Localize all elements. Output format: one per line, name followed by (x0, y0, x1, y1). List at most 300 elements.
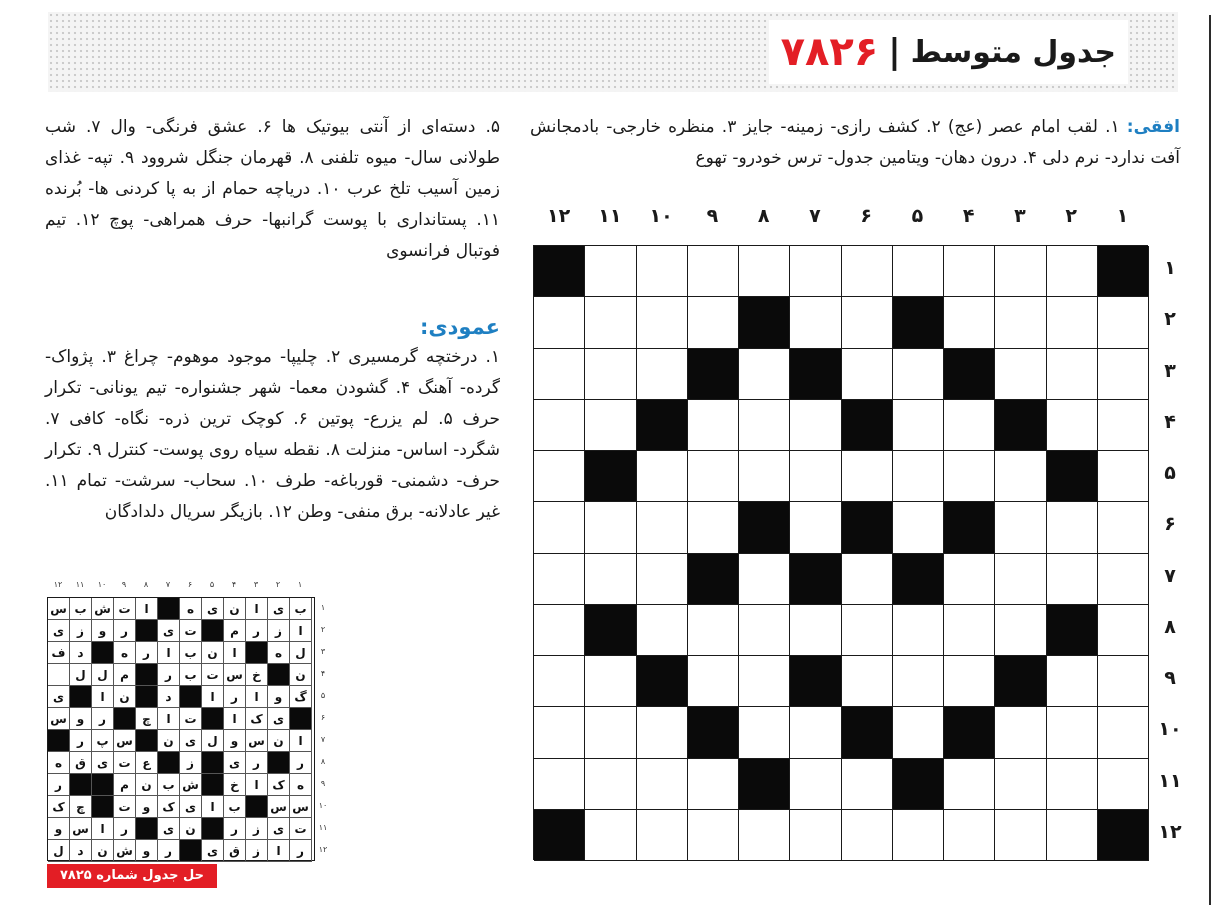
solution-black-cell (92, 774, 114, 796)
grid-cell[interactable] (893, 349, 944, 400)
grid-cell[interactable] (790, 605, 841, 656)
grid-cell[interactable] (637, 349, 688, 400)
solution-black-cell (136, 730, 158, 752)
solution-row-number: ۱ (320, 603, 326, 612)
grid-cell[interactable] (739, 451, 790, 502)
grid-cell[interactable] (842, 297, 893, 348)
grid-cell[interactable] (637, 605, 688, 656)
solution-letter: ی (180, 796, 202, 818)
solution-letter: ت (290, 818, 312, 840)
grid-cell[interactable] (995, 707, 1046, 758)
grid-cell[interactable] (585, 656, 636, 707)
grid-cell[interactable] (842, 759, 893, 810)
solution-letter: ل (290, 642, 312, 664)
grid-cell[interactable] (842, 554, 893, 605)
grid-cell[interactable] (637, 246, 688, 297)
solution-black-cell (158, 598, 180, 620)
grid-cell[interactable] (842, 349, 893, 400)
grid-cell[interactable] (1047, 656, 1098, 707)
solution-letter: ا (202, 796, 224, 818)
grid-cell[interactable] (688, 246, 739, 297)
solution-letter: ر (246, 620, 268, 642)
grid-cell[interactable] (995, 451, 1046, 502)
grid-cell[interactable] (1047, 400, 1098, 451)
grid-cell[interactable] (790, 707, 841, 758)
solution-letter: ه (290, 774, 312, 796)
grid-cell[interactable] (534, 502, 585, 553)
solution-letter: ا (92, 686, 114, 708)
grid-cell[interactable] (1098, 349, 1149, 400)
solution-letter: ب (224, 796, 246, 818)
solution-row-number: ۱۰ (318, 801, 328, 810)
solution-letter: ز (246, 818, 268, 840)
solution-column-numbers (47, 580, 315, 592)
solution-black-cell (92, 796, 114, 818)
solution-letter: س (48, 598, 70, 620)
grid-cell[interactable] (944, 400, 995, 451)
grid-cell[interactable] (1047, 759, 1098, 810)
grid-cell[interactable] (1047, 707, 1098, 758)
black-cell (842, 707, 893, 758)
grid-cell[interactable] (1098, 502, 1149, 553)
solution-letter: ن (224, 598, 246, 620)
solution-column-number: ۱۰ (97, 580, 107, 589)
solution-letter: ا (136, 598, 158, 620)
grid-cell[interactable] (893, 451, 944, 502)
solution-black-cell (290, 708, 312, 730)
grid-cell[interactable] (739, 605, 790, 656)
solution-letter: ر (114, 620, 136, 642)
black-cell (739, 502, 790, 553)
solution-letter: ک (246, 708, 268, 730)
grid-cell[interactable] (637, 502, 688, 553)
grid-cell[interactable] (893, 400, 944, 451)
solution-letter: ن (136, 774, 158, 796)
puzzle-number: ۷۸۲۶ (780, 29, 879, 75)
vertical-clues (45, 312, 500, 528)
horizontal-label: افقی: (1126, 117, 1180, 137)
solution-letter: ک (48, 796, 70, 818)
grid-cell[interactable] (1098, 605, 1149, 656)
column-number: ۱۲ (547, 205, 571, 227)
solution-letter: ل (48, 840, 70, 862)
grid-cell[interactable] (739, 400, 790, 451)
grid-cell[interactable] (688, 297, 739, 348)
grid-cell[interactable] (995, 605, 1046, 656)
row-number: ۱ (1164, 257, 1176, 279)
grid-cell[interactable] (1047, 349, 1098, 400)
grid-cell[interactable] (944, 810, 995, 861)
grid-cell[interactable] (842, 451, 893, 502)
solution-letter: ق (70, 752, 92, 774)
solution-letter: ت (180, 620, 202, 642)
grid-cell[interactable] (790, 759, 841, 810)
grid-cell[interactable] (585, 759, 636, 810)
solution-row-number: ۹ (320, 779, 326, 788)
black-cell (585, 605, 636, 656)
column-divider (1209, 15, 1211, 905)
grid-cell[interactable] (688, 451, 739, 502)
solution-letter: ن (180, 818, 202, 840)
grid-cell[interactable] (739, 656, 790, 707)
grid-cell[interactable] (739, 349, 790, 400)
grid-cell[interactable] (944, 759, 995, 810)
solution-letter: ی (268, 708, 290, 730)
solution-letter: س (268, 796, 290, 818)
solution-letter: ر (224, 818, 246, 840)
grid-cell[interactable] (995, 554, 1046, 605)
row-number: ۲ (1164, 308, 1176, 331)
solution-letter: ر (48, 774, 70, 796)
solution-letter: س (48, 708, 70, 730)
black-cell (739, 759, 790, 810)
black-cell (893, 759, 944, 810)
black-cell (842, 502, 893, 553)
black-cell (1098, 810, 1149, 861)
grid-cell[interactable] (893, 656, 944, 707)
solution-letter: ی (92, 752, 114, 774)
grid-cell[interactable] (790, 400, 841, 451)
grid-cell[interactable] (534, 400, 585, 451)
solution-black-cell (158, 752, 180, 774)
grid-cell[interactable] (688, 759, 739, 810)
grid-cell[interactable] (1098, 656, 1149, 707)
solution-column-number: ۲ (275, 580, 281, 589)
grid-cell[interactable] (893, 707, 944, 758)
solution-letter: ز (70, 620, 92, 642)
grid-cell[interactable] (585, 246, 636, 297)
solution-black-cell (202, 774, 224, 796)
black-cell (944, 502, 995, 553)
grid-cell[interactable] (995, 502, 1046, 553)
solution-letter: و (92, 620, 114, 642)
grid-cell[interactable] (534, 656, 585, 707)
row-number: ۱۱ (1158, 769, 1182, 792)
solution-letter: ی (268, 598, 290, 620)
grid-cell[interactable] (1098, 707, 1149, 758)
solution-letter: ا (158, 642, 180, 664)
grid-cell[interactable] (637, 707, 688, 758)
solution-letter: ا (224, 708, 246, 730)
grid-cell[interactable] (1047, 502, 1098, 553)
black-cell (1047, 605, 1098, 656)
solution-letter: و (136, 840, 158, 862)
solution-letter: ا (268, 840, 290, 862)
solution-letter: و (268, 686, 290, 708)
grid-cell[interactable] (534, 605, 585, 656)
grid-cell[interactable] (1098, 400, 1149, 451)
row-number: ۱۲ (1158, 820, 1182, 843)
solution-letter: ب (290, 598, 312, 620)
solution-row-number: ۴ (320, 669, 326, 678)
solution-letter: د (158, 686, 180, 708)
grid-cell[interactable] (585, 502, 636, 553)
grid-cell[interactable] (534, 451, 585, 502)
solution-column-number: ۱۱ (75, 580, 85, 589)
black-cell (790, 554, 841, 605)
solution-letter: ل (92, 664, 114, 686)
solution-letter: ز (246, 840, 268, 862)
solution-black-cell (136, 686, 158, 708)
grid-cell[interactable] (944, 605, 995, 656)
solution-letter: ل (70, 664, 92, 686)
black-cell (585, 451, 636, 502)
grid-cell[interactable] (1098, 297, 1149, 348)
solution-letter: م (114, 774, 136, 796)
grid-cell[interactable] (534, 759, 585, 810)
grid-cell[interactable] (585, 554, 636, 605)
solution-letter: ر (136, 642, 158, 664)
grid-cell[interactable] (790, 502, 841, 553)
grid-cell[interactable] (1047, 297, 1098, 348)
grid-cell[interactable] (739, 246, 790, 297)
solution-letter: م (114, 664, 136, 686)
column-number: ۱۱ (598, 205, 622, 227)
solution-letter: ا (202, 686, 224, 708)
solution-letter: ت (202, 664, 224, 686)
black-cell (688, 554, 739, 605)
grid-cell[interactable] (842, 605, 893, 656)
solution-letter: ی (48, 620, 70, 642)
row-number: ۶ (1164, 513, 1176, 536)
solution-letter: ی (158, 620, 180, 642)
black-cell (534, 246, 585, 297)
row-number: ۱۰ (1158, 718, 1182, 741)
grid-cell[interactable] (893, 810, 944, 861)
grid-cell[interactable] (585, 707, 636, 758)
column-number: ۷ (809, 205, 821, 227)
grid-cell[interactable] (1098, 451, 1149, 502)
solution-letter: ل (202, 730, 224, 752)
solution-label: حل جدول شماره ۷۸۲۵ (47, 864, 217, 888)
solution-black-cell (48, 730, 70, 752)
grid-cell[interactable] (637, 297, 688, 348)
solution-letter: ر (224, 686, 246, 708)
grid-cell[interactable] (585, 349, 636, 400)
solution-letter: ی (158, 818, 180, 840)
solution-column-number: ۷ (165, 580, 171, 589)
grid-cell[interactable] (534, 349, 585, 400)
grid-cell[interactable] (739, 707, 790, 758)
grid-cell[interactable] (739, 810, 790, 861)
vertical-label: عمودی: (419, 315, 500, 339)
solution-letter: ق (224, 840, 246, 862)
grid-cell[interactable] (688, 810, 739, 861)
grid-cell[interactable] (790, 451, 841, 502)
solution-row-number: ۳ (320, 647, 326, 656)
grid-cell[interactable] (893, 246, 944, 297)
column-number: ۱ (1116, 205, 1129, 227)
solution-letter: و (136, 796, 158, 818)
solution-letter: ب (70, 598, 92, 620)
grid-cell[interactable] (995, 759, 1046, 810)
black-cell (1098, 246, 1149, 297)
solution-letter: ه (48, 752, 70, 774)
grid-cell[interactable] (842, 246, 893, 297)
grid-cell[interactable] (944, 554, 995, 605)
black-cell (739, 297, 790, 348)
solution-letter: ف (48, 642, 70, 664)
page-title (769, 20, 1128, 84)
solution-black-cell (268, 664, 290, 686)
solution-column-number: ۶ (187, 580, 193, 589)
solution-letter: ب (180, 642, 202, 664)
grid-cell[interactable] (790, 810, 841, 861)
solution-letter: ا (246, 686, 268, 708)
black-cell (893, 297, 944, 348)
black-cell (995, 656, 1046, 707)
grid-cell[interactable] (944, 656, 995, 707)
solution-row-number: ۵ (320, 691, 326, 700)
solution-letter: ه (114, 642, 136, 664)
grid-cell[interactable] (790, 297, 841, 348)
solution-letter: ه (180, 598, 202, 620)
solution-black-cell (70, 686, 92, 708)
column-number: ۲ (1065, 205, 1077, 227)
black-cell (637, 656, 688, 707)
header-band (48, 12, 1178, 92)
grid-cell[interactable] (637, 810, 688, 861)
solution-letter: ا (290, 620, 312, 642)
solution-letter: ش (180, 774, 202, 796)
solution-letter: ت (114, 752, 136, 774)
grid-cell[interactable] (790, 246, 841, 297)
horizontal-clues-continued (45, 112, 500, 267)
grid-cell[interactable] (688, 605, 739, 656)
grid-cell[interactable] (995, 246, 1046, 297)
solution-letter: ر (290, 752, 312, 774)
grid-cell[interactable] (944, 246, 995, 297)
solution-letter: ر (92, 708, 114, 730)
solution-letter: ا (158, 708, 180, 730)
solution-letter: ر (246, 752, 268, 774)
grid-cell[interactable] (688, 502, 739, 553)
solution-letter: س (290, 796, 312, 818)
solution-black-cell (246, 642, 268, 664)
grid-cell[interactable] (1047, 554, 1098, 605)
grid-cell[interactable] (534, 297, 585, 348)
vertical-clue-text: ۱. درختچه گرمسیری ۲. چلیپا- موجود موهوم- چراغ ۳. پژواک- گرده- آهنگ ۴. گشودن معما- شهر جشنواره- تیم یونانی- تکرار حرف ۵. لم یزرع- پوتین ۶. کوچک ترین ذره- نگاه- کافی ۷. شگرد- اساس- منزلت ۸. نقطه سیاه روی پوست- کنترل ۹. تکرار حرف- دشمنی- قورباغه- طرف ۱۰. سحاب- سرشت- تمام ۱۱. غیر عادلانه- برق منفی- وطن ۱۲. بازیگر سریال دلدادگان (45, 347, 501, 522)
solution-letter: ا (92, 818, 114, 840)
grid-cell[interactable] (585, 810, 636, 861)
title-separator: | (888, 32, 901, 72)
solution-letter: ه (268, 642, 290, 664)
solution-letter: ی (202, 598, 224, 620)
grid-cell[interactable] (534, 554, 585, 605)
solution-letter: ن (268, 730, 290, 752)
grid-cell[interactable] (842, 656, 893, 707)
grid-cell[interactable] (585, 400, 636, 451)
solution-black-cell (202, 708, 224, 730)
grid-cell[interactable] (1098, 759, 1149, 810)
solution-letter: ت (180, 708, 202, 730)
solution-letter: ن (158, 730, 180, 752)
horizontal-clue-text-cont: ۵. دسته‌ای از آنتی بیوتیک ها ۶. عشق فرنگی- وال ۷. شب طولانی سال- میوه تلفنی ۸. قهرمان جنگل شروود ۹. تپه- غذای زمین آسیب تلخ عرب ۱۰. دریاچه حمام از به پا کردنی ها- بُرنده ۱۱. پستانداری با پوست گرانبها- حرف همراهی- پوچ ۱۲. تیم فوتبال فرانسوی (45, 117, 501, 261)
solution-letter: ت (114, 598, 136, 620)
grid-cell[interactable] (534, 707, 585, 758)
column-number: ۸ (757, 205, 770, 227)
grid-cell[interactable] (637, 759, 688, 810)
solution-letter: خ (224, 774, 246, 796)
grid-cell[interactable] (739, 554, 790, 605)
solution-black-cell (70, 774, 92, 796)
grid-cell[interactable] (995, 349, 1046, 400)
solution-letter: ن (92, 840, 114, 862)
solution-column-number: ۹ (121, 580, 127, 589)
horizontal-clue-text: ۱. لقب امام عصر (عج) ۲. کشف رازی- زمینه- جایز ۳. منظره خارجی- بادمجانش آفت ندارد- نرم دلی ۴. درون دهان- ویتامین جدول- ترس خودرو- تهوع (530, 117, 1180, 168)
solution-letter: ا (224, 642, 246, 664)
grid-cell[interactable] (944, 297, 995, 348)
solution-black-cell (246, 796, 268, 818)
solution-letter: ع (136, 752, 158, 774)
row-number: ۸ (1164, 615, 1176, 638)
solution-letter: ر (114, 818, 136, 840)
column-number: ۵ (911, 205, 924, 227)
grid-cell[interactable] (1047, 810, 1098, 861)
solution-letter (48, 664, 70, 686)
grid-cell[interactable] (893, 502, 944, 553)
column-number: ۹ (706, 205, 719, 227)
grid-cell[interactable] (637, 554, 688, 605)
grid-cell[interactable] (1098, 554, 1149, 605)
solution-letter: چ (70, 796, 92, 818)
grid-cell[interactable] (688, 656, 739, 707)
solution-row-number: ۲ (320, 625, 326, 634)
black-cell (534, 810, 585, 861)
black-cell (688, 707, 739, 758)
solution-letter: ا (290, 730, 312, 752)
grid-cell[interactable] (637, 451, 688, 502)
grid-cell[interactable] (995, 810, 1046, 861)
solution-letter: ب (158, 774, 180, 796)
solution-black-cell (202, 620, 224, 642)
solution-row-number: ۶ (320, 713, 326, 722)
solution-letter: ز (180, 752, 202, 774)
grid-cell[interactable] (995, 297, 1046, 348)
solution-row-number: ۸ (320, 757, 326, 766)
black-cell (637, 400, 688, 451)
solution-letter: ا (246, 774, 268, 796)
column-number: ۶ (860, 205, 872, 227)
column-number: ۴ (962, 205, 975, 227)
grid-cell[interactable] (688, 400, 739, 451)
black-cell (688, 349, 739, 400)
black-cell (893, 554, 944, 605)
black-cell (1047, 451, 1098, 502)
grid-cell[interactable] (893, 605, 944, 656)
solution-letter: ر (290, 840, 312, 862)
solution-letter: س (224, 664, 246, 686)
solution-column-number: ۵ (209, 580, 215, 589)
solution-letter: ی (268, 818, 290, 840)
solution-letter: ش (92, 598, 114, 620)
grid-cell[interactable] (944, 451, 995, 502)
row-number: ۴ (1164, 410, 1176, 433)
solution-letter: پ (92, 730, 114, 752)
row-number: ۹ (1164, 667, 1176, 689)
grid-cell[interactable] (585, 297, 636, 348)
grid-cell[interactable] (842, 810, 893, 861)
solution-black-cell (114, 708, 136, 730)
grid-cell[interactable] (1047, 246, 1098, 297)
row-number: ۷ (1164, 564, 1176, 587)
solution-grid (47, 597, 315, 861)
solution-black-cell (136, 620, 158, 642)
solution-letter: ک (268, 774, 290, 796)
black-cell (944, 349, 995, 400)
crossword-grid (533, 245, 1148, 860)
solution-black-cell (180, 840, 202, 862)
